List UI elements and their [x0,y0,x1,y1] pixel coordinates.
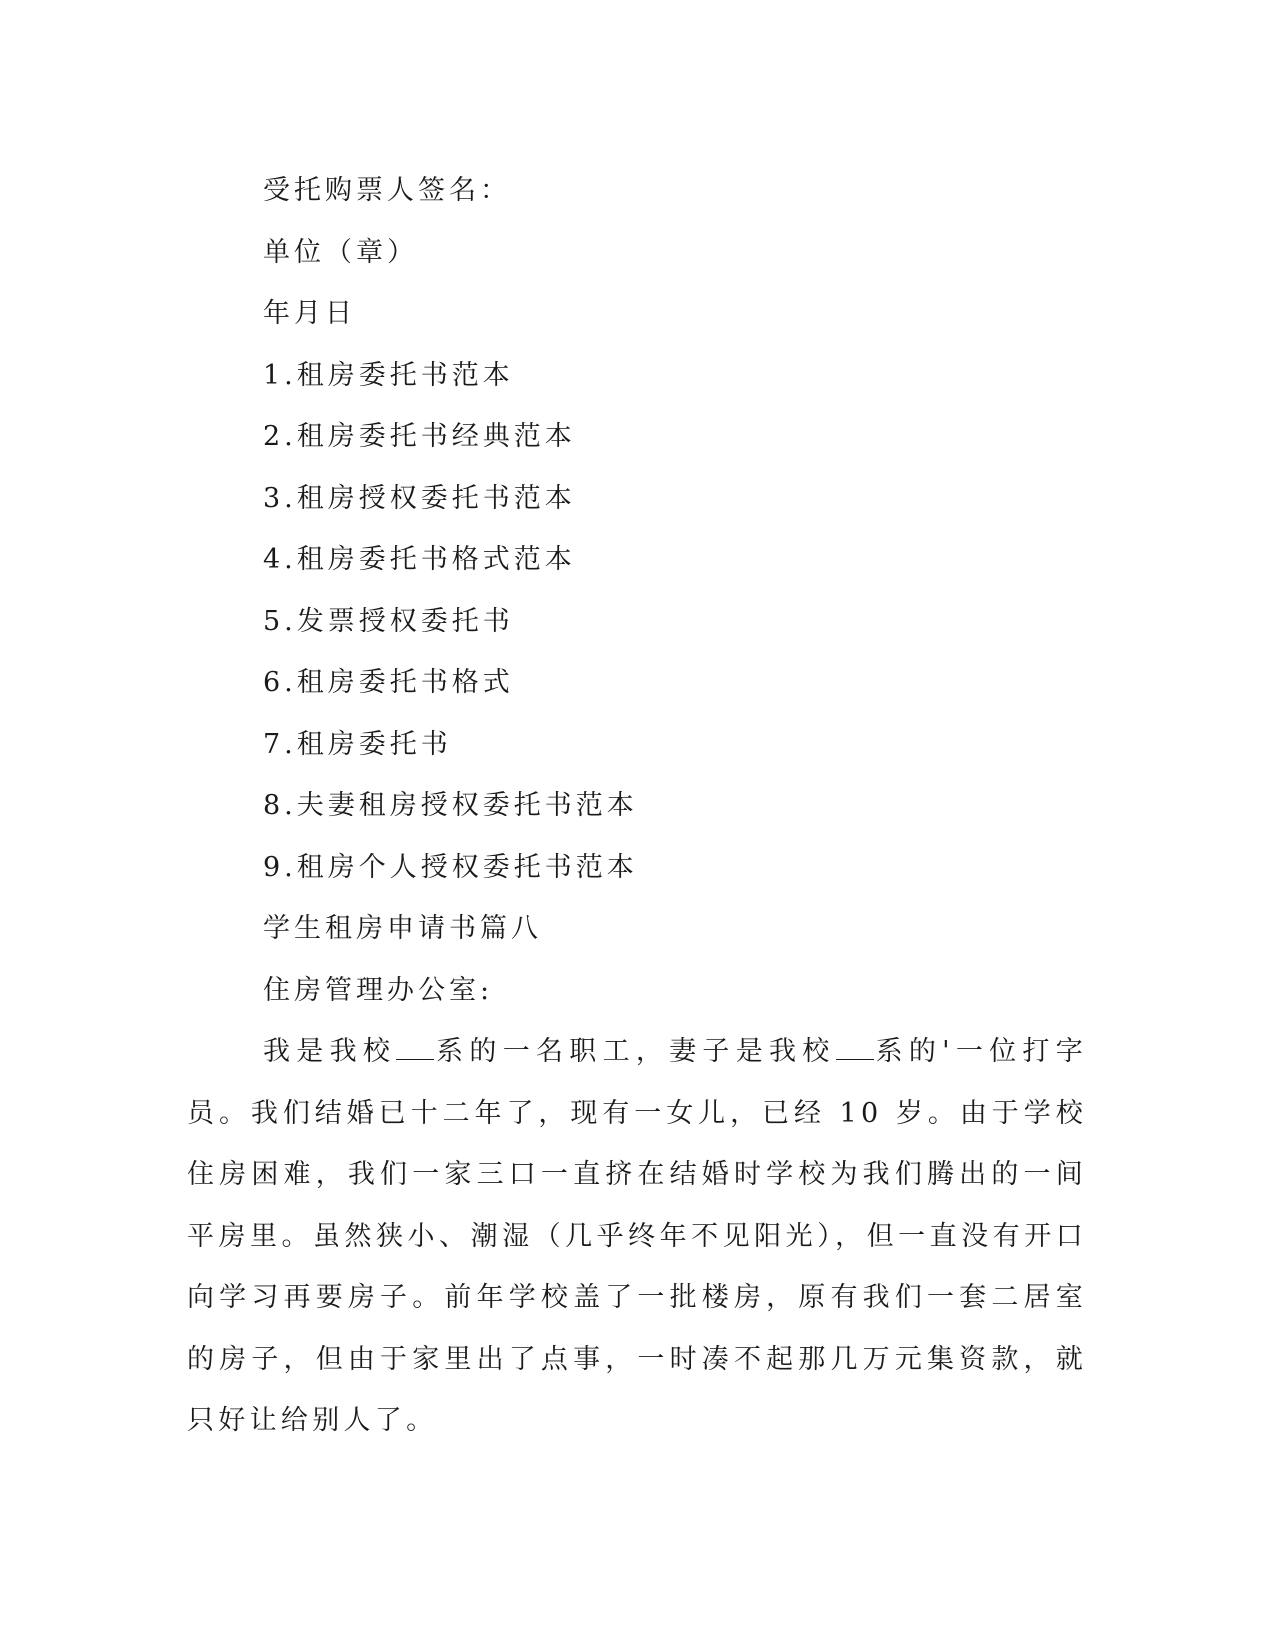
related-item: 7.租房委托书 [263,728,452,760]
related-item: 2.租房委托书经典范本 [263,421,576,452]
paragraph-text: 系的一名职工，妻子是我校 [434,1036,836,1067]
related-item: 3.租房授权委托书范本 [263,482,576,514]
fill-blank [396,1037,434,1060]
document-body [187,160,1087,1452]
paragraph-text: 我是我校 [263,1036,397,1067]
fill-blank [836,1037,874,1060]
signature-line: 受托购票人签名： [263,175,511,206]
section-title: 学生租房申请书篇八 [263,913,542,944]
related-item: 1.租房委托书范本 [263,359,514,391]
related-item: 8.夫妻租房授权委托书范本 [263,790,638,821]
related-item: 4.租房委托书格式范本 [263,544,576,575]
salutation: 住房管理办公室: [263,974,494,1006]
unit-seal-line: 单位（章） [263,236,418,268]
related-item: 6.租房委托书格式 [263,667,514,698]
related-item: 9.租房个人授权委托书范本 [263,851,638,883]
date-line: 年月日 [263,298,356,329]
body-paragraph [187,1021,1087,1452]
paragraph-text: 系的'一位打字员。我们结婚已十二年了，现有一女儿，已经 10 岁。由于学校住房困难，我们一家三口一直挤在结婚时学校为我们腾出的一间平房里。虽然狭小、潮湿（几乎终年不见阳光），但一直没有开口向学习再要房子。前年学校盖了一批楼房，原有我们一套二居室的房子，但由于家里出了点事，一时凑不起那几万元集资款，就只好让给别人了。 [187,1036,1087,1436]
related-item: 5.发票授权委托书 [263,605,514,637]
